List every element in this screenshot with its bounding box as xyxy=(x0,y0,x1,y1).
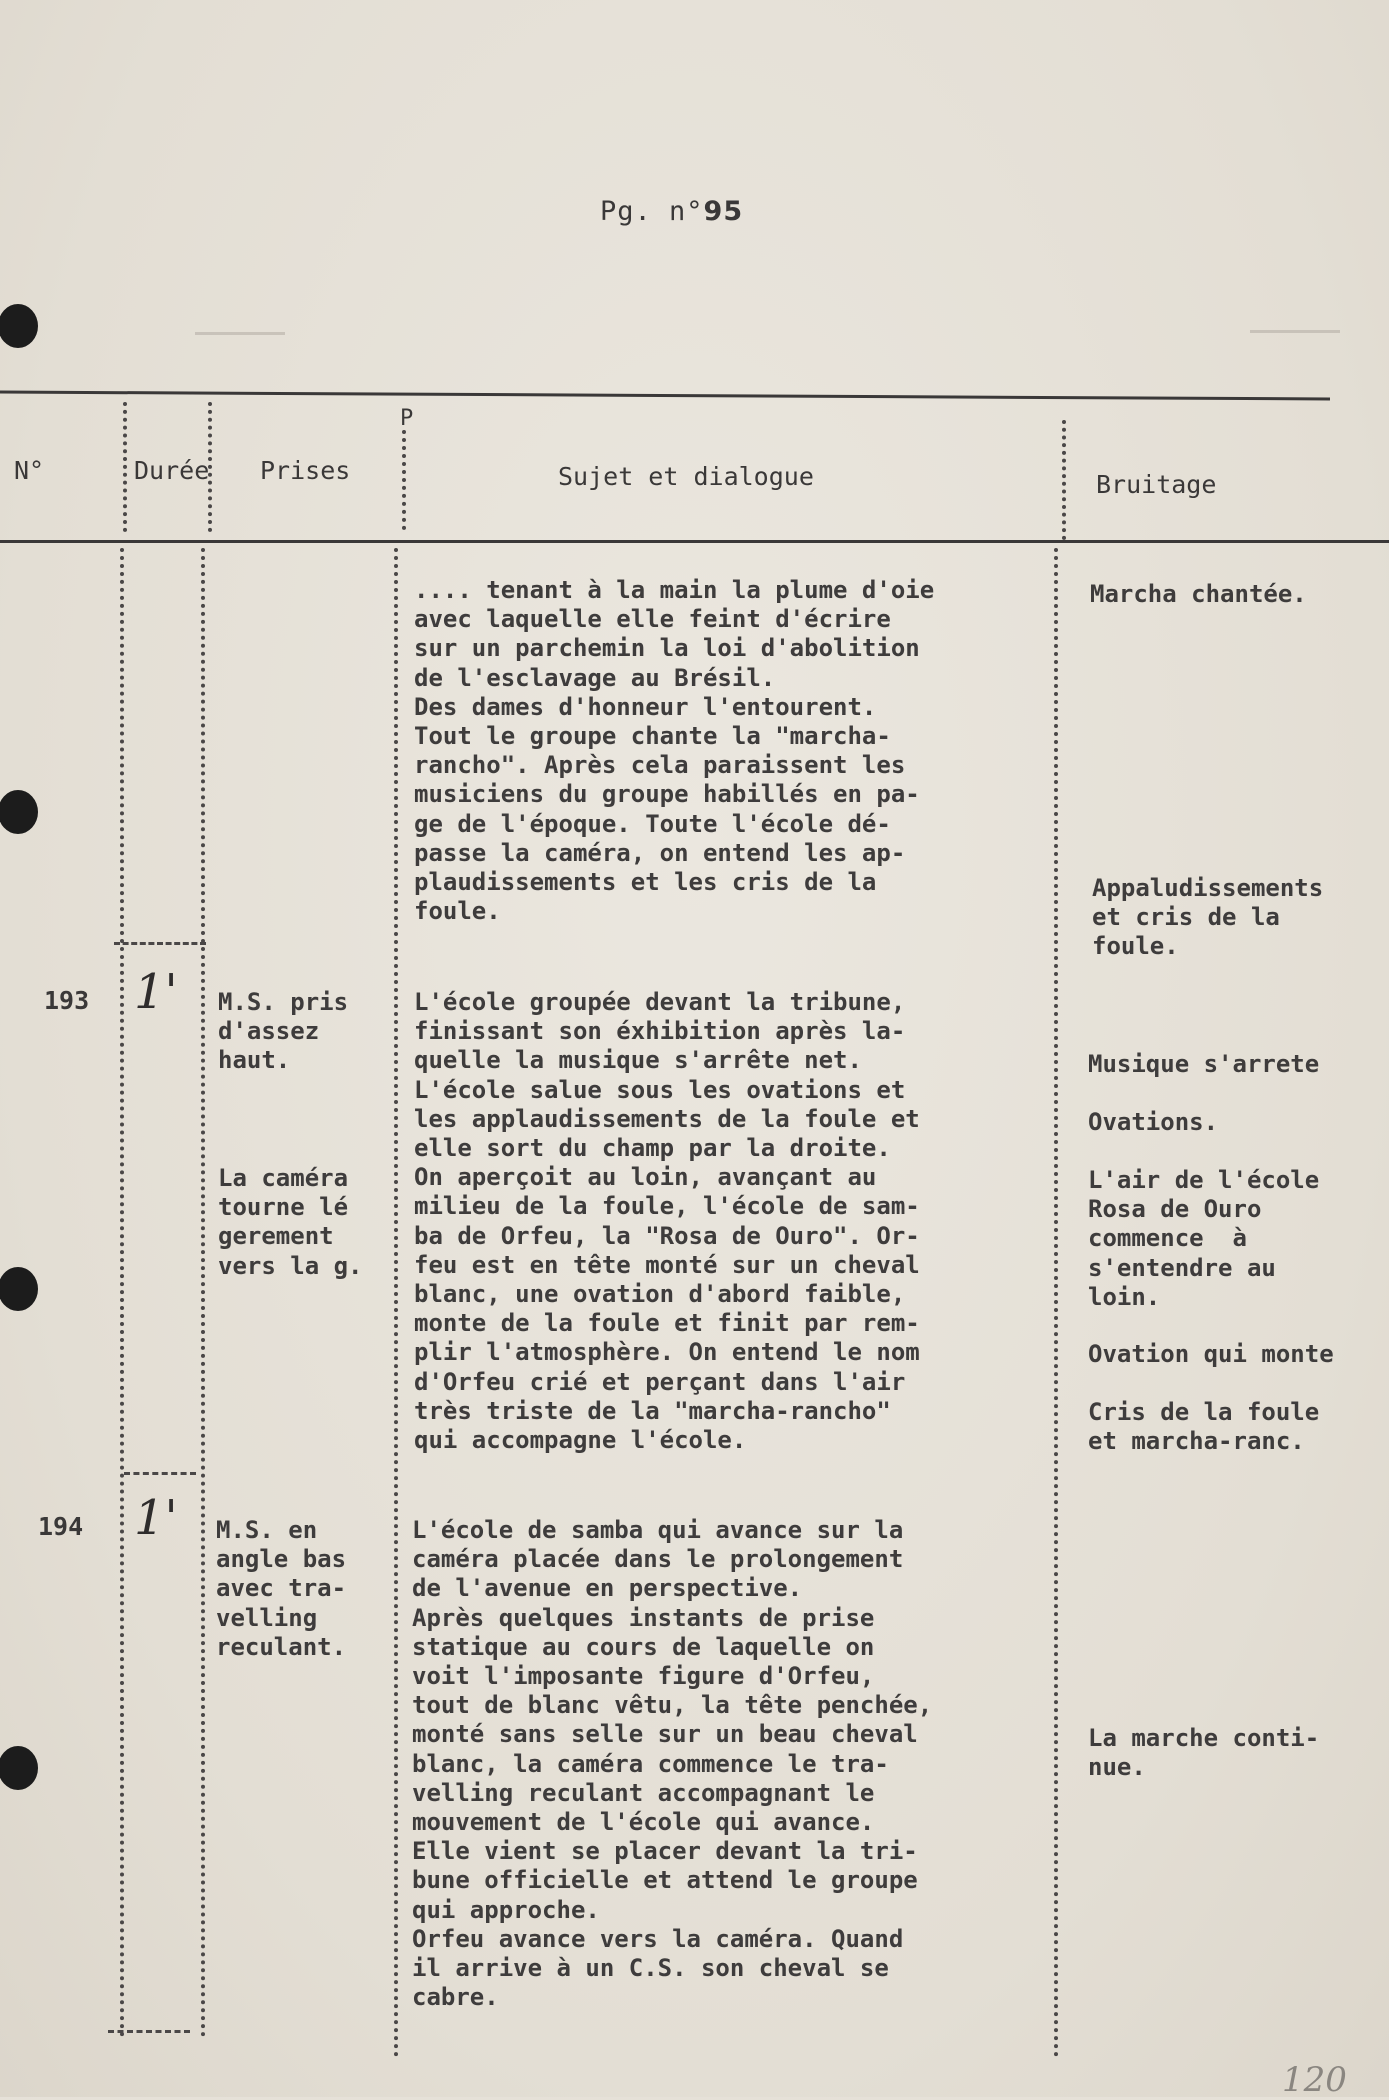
punch-hole xyxy=(0,790,38,834)
row-1-bruitage-1: Musique s'arrete xyxy=(1088,1050,1320,1078)
row-1-prises-1: M.S. pris d'assez haut. xyxy=(218,988,349,1075)
row-divider xyxy=(124,1472,196,1475)
page-number-value: 95 xyxy=(703,196,744,227)
col-separator-sujet-right xyxy=(1054,548,1058,2058)
col-header-prises: Prises xyxy=(260,456,351,485)
col-separator xyxy=(1062,420,1066,540)
col-separator-duree-right xyxy=(201,548,205,2038)
col-header-sujet: Sujet et dialogue xyxy=(558,462,814,491)
row-2-duree: 1' xyxy=(134,1490,178,1546)
col-header-duree: Durée xyxy=(134,456,210,485)
row-2-no: 194 xyxy=(38,1512,84,1541)
row-1-duree: 1' xyxy=(134,964,178,1020)
punch-hole xyxy=(0,1746,38,1790)
row-1-bruitage-3: L'air de l'école Rosa de Ouro commence à s'entendre au loin. xyxy=(1088,1166,1320,1311)
row-divider xyxy=(114,942,206,945)
column-marker: P xyxy=(400,406,414,431)
col-separator-prises-right xyxy=(394,548,398,2058)
header-bottom-rule xyxy=(0,540,1389,543)
col-separator xyxy=(402,430,406,530)
row-1-bruitage-5: Cris de la foule et marcha-ranc. xyxy=(1088,1398,1320,1456)
row-0-bruitage-2: Appaludissements et cris de la foule. xyxy=(1092,874,1324,961)
page-number-label: Pg. n° xyxy=(600,196,704,227)
header-top-rule xyxy=(0,391,1330,401)
row-1-no: 193 xyxy=(44,986,90,1015)
handwritten-page-number: 120 xyxy=(1282,2060,1347,2100)
col-separator xyxy=(208,402,212,532)
col-separator xyxy=(123,402,127,532)
smudge xyxy=(195,332,285,335)
row-1-bruitage-4: Ovation qui monte xyxy=(1088,1340,1334,1368)
punch-hole xyxy=(0,1267,38,1311)
page-number xyxy=(600,196,743,227)
row-divider xyxy=(108,2030,190,2033)
punch-hole xyxy=(0,304,38,348)
row-1-bruitage-2: Ovations. xyxy=(1088,1108,1219,1136)
col-header-bruitage: Bruitage xyxy=(1096,470,1217,499)
row-2-bruitage-1: La marche conti- nue. xyxy=(1088,1724,1320,1782)
col-separator-duree-left xyxy=(120,548,124,2038)
row-0-sujet: .... tenant à la main la plume d'oie avec laquelle elle feint d'écrire sur un parchemin la loi d'abolition de l'esclavage au Brésil. Des dames d'honneur l'entourent. Tout le groupe chante la "marcha- rancho". Après cela paraissent les musiciens du groupe habillés en pa- ge de l'époque. Toute l'école dé- passe la caméra, on entend les ap- plaudissements et les cris de la foule. xyxy=(414,576,935,926)
smudge xyxy=(1250,330,1340,333)
row-1-prises-2: La caméra tourne lé gerement vers la g. xyxy=(218,1164,363,1280)
row-1-sujet: L'école groupée devant la tribune, finissant son éxhibition après la- quelle la musique s'arrête net. L'école salue sous les ovations et les applaudissements de la foule et elle sort du champ par la droite. On aperçoit au loin, avançant au milieu de la foule, l'école de sam- ba de Orfeu, la "Rosa de Ouro". Or- feu est en tête monté sur un cheval blanc, une ovation d'abord faible, monte de la foule et finit par rem- plir l'atmosphère. On entend le nom d'Orfeu crié et perçant dans l'air très triste de la "marcha-rancho" qui accompagne l'école. xyxy=(414,988,920,1455)
row-2-prises: M.S. en angle bas avec tra- velling reculant. xyxy=(216,1516,347,1661)
row-0-bruitage-1: Marcha chantée. xyxy=(1090,580,1307,608)
col-header-no: N° xyxy=(14,456,45,485)
row-2-sujet: L'école de samba qui avance sur la caméra placée dans le prolongement de l'avenue en perspective. Après quelques instants de prise statique au cours de laquelle on voit l'imposante figure d'Orfeu, tout de blanc vêtu, la tête penchée, monté sans selle sur un beau cheval blanc, la caméra commence le tra- velling reculant accompagnant le mouvement de l'école qui avance. Elle vient se placer devant la tri- bune officielle et attend le groupe qui approche. Orfeu avance vers la caméra. Quand il arrive à un C.S. son cheval se cabre. xyxy=(412,1516,933,2012)
